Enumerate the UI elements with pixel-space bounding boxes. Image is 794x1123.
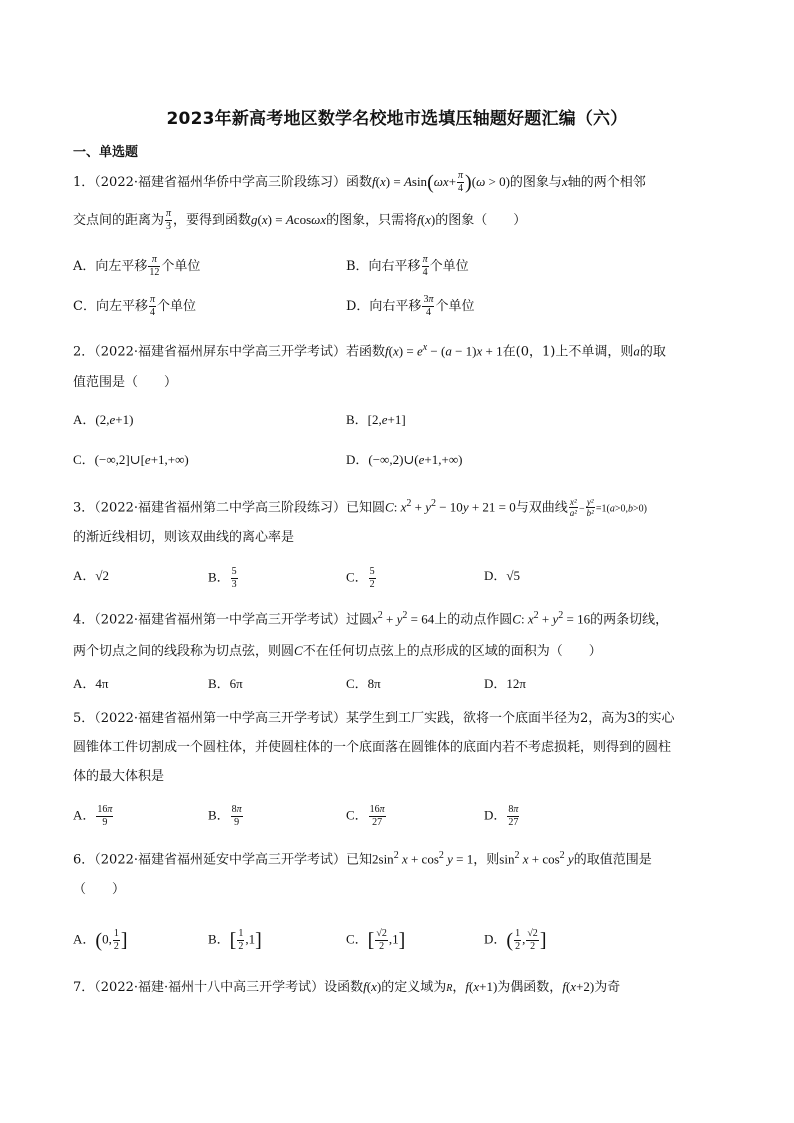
question-6-option-d: D．( $\frac{1}{2}$ , $\frac{√2}{2}$ ] <box>484 928 547 952</box>
question-1-source: 1．（2022·福建省福州华侨中学高三阶段练习） <box>73 175 346 190</box>
question-5-option-d: D． $\frac{8\pi}{27}$ <box>484 804 519 828</box>
question-4-source: 4．（2022·福建省福州第一中学高三开学考试） <box>73 612 346 628</box>
question-1-option-c: C．向左平移 $\frac{\pi}{4}$ 个单位 <box>73 294 196 318</box>
question-2-source: 2．（2022·福建省福州屏东中学高三开学考试） <box>73 344 346 360</box>
question-6-line-1: 6．（2022·福建省福州延安中学高三开学考试）已知$2\sin^2$ $x + \cos^2 y = 1$，则$\sin^2 x + \cos^2 y$的取值范围是 <box>73 850 652 868</box>
question-7-source: 7．（2022·福建·福州十八中高三开学考试） <box>73 980 325 995</box>
question-5-option-b: B． $\frac{8\pi}{9}$ <box>208 804 242 828</box>
question-3-line-2: 的渐近线相切，则该双曲线的离心率是 <box>73 530 295 545</box>
question-4-option-a: A．4π <box>73 676 109 691</box>
question-1-option-a: A．向左平移 $\frac{\pi}{12}$ 个单位 <box>73 254 201 278</box>
question-5-line-2: 圆锥体工件切割成一个圆柱体，并使圆柱体的一个底面落在圆锥体的底面内若不考虑损耗，则得到的圆柱 <box>73 740 672 755</box>
question-4-line-2: 两个切点之间的线段称为切点弦，则圆C不在任何切点弦上的点形成的区域的面积为（ ） <box>73 643 602 659</box>
question-5-line-1: 5．（2022·福建省福州第一中学高三开学考试）某学生到工厂实践，欲将一个底面半径为2，高为3的实心 <box>73 711 675 726</box>
question-6-source: 6．（2022·福建省福州延安中学高三开学考试） <box>73 852 346 868</box>
question-5-line-3: 体的最大体积是 <box>73 769 165 784</box>
document-title: 2023年新高考地区数学名校地市选填压轴题好题汇编（六） <box>166 109 628 129</box>
question-2-option-a: A．(2,e+1) <box>73 412 134 427</box>
question-6-option-c: C．[ $\frac{√2}{2}$ ,1] <box>346 928 406 952</box>
question-4-option-c: C．8π <box>346 676 381 691</box>
question-4-option-b: B．6π <box>208 676 243 691</box>
question-2-option-c: C．(−∞,2]∪[e+1,+∞) <box>73 452 189 467</box>
question-3-option-a: A．√2 <box>73 568 110 583</box>
question-2-line-1: 2．（2022·福建省福州屏东中学高三开学考试）若函数$f(x) = e^x - (a - 1)x + 1$在(0，1)上不单调，则a的取 <box>73 342 666 360</box>
question-1-line-1: 1．（2022·福建省福州华侨中学高三阶段练习）函数f(x) = Asin(ωx+ $\frac{\pi}{4}$ )(ω > 0)的图象与x轴的两个相邻 <box>73 170 646 194</box>
section-heading: 一、单选题 <box>73 145 139 160</box>
question-1-line-2: 交点间的距离为 $\frac{\pi}{3}$ ，要得到函数g(x) = Acosωx的图象，只需将f(x)的图象（ ） <box>73 208 527 232</box>
question-6-option-a: A．(0, $\frac{1}{2}$ ] <box>73 928 128 952</box>
question-5-option-c: C． $\frac{16\pi}{27}$ <box>346 804 385 828</box>
question-4-option-d: D．12π <box>484 676 526 691</box>
question-1-option-d: D．向右平移 $\frac{3\pi}{4}$ 个单位 <box>346 294 475 318</box>
question-5-source: 5．（2022·福建省福州第一中学高三开学考试） <box>73 711 346 726</box>
question-3-source: 3．（2022·福建省福州第二中学高三阶段练习） <box>73 500 346 516</box>
question-5-option-a: A． $\frac{16\pi}{9}$ <box>73 804 113 828</box>
question-3-option-c: C． $\frac{5}{2}$ <box>346 566 375 590</box>
question-3-option-b: B． $\frac{5}{3}$ <box>208 566 237 590</box>
question-4-line-1: 4．（2022·福建省福州第一中学高三开学考试）过圆$x^2 + y^2 = 64$上的动点作圆C: $x^2 + y^2 = 16$的两条切线， <box>73 610 669 628</box>
question-1-option-b: B．向右平移 $\frac{\pi}{4}$ 个单位 <box>346 254 469 278</box>
question-3-option-d: D．√5 <box>484 568 521 583</box>
question-2-line-2: 值范围是（ ） <box>73 375 178 390</box>
question-2-option-d: D．(−∞,2)∪(e+1,+∞) <box>346 452 463 467</box>
question-7-line-1: 7．（2022·福建·福州十八中高三开学考试）设函数f(x)的定义域为R，f(x+1)为偶函数，f(x+2)为奇 <box>73 979 621 995</box>
question-6-option-b: B．[ $\frac{1}{2}$ ,1] <box>208 928 262 952</box>
question-3-line-1: 3．（2022·福建省福州第二中学高三阶段练习）已知圆C: $x^2 + y^2 - 10y + 21 = 0$与双曲线 $\frac{\text{x²}}{\text{a²}}$ − $\frac{\text{y²}}{\text{b²}}$ =1(a>0,b>0) <box>73 497 647 519</box>
question-2-option-b: B．[2,e+1] <box>346 412 406 427</box>
question-6-line-2: （ ） <box>73 882 126 897</box>
